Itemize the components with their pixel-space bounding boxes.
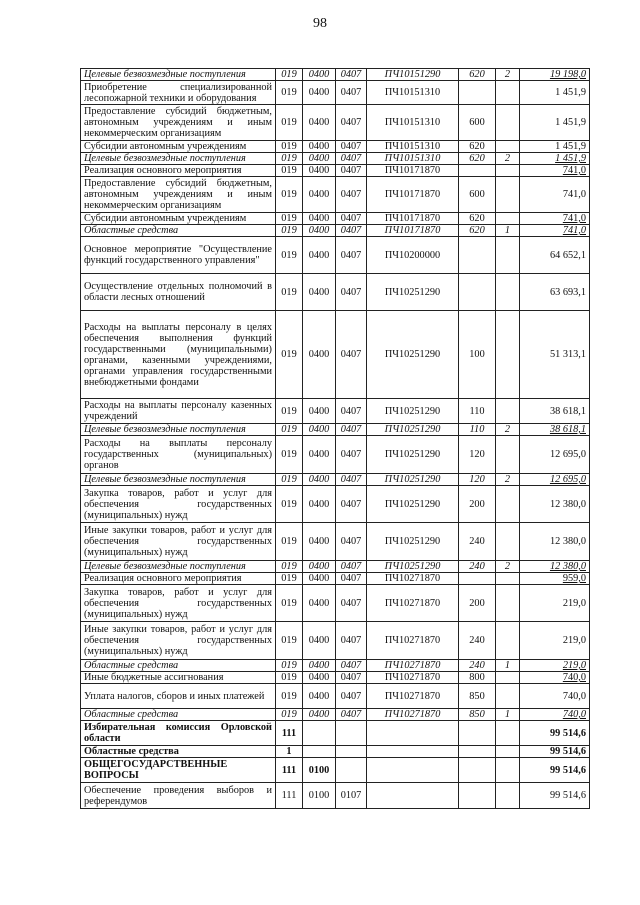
- expense-type-code: 620: [459, 153, 496, 165]
- amount: 12 695,0: [520, 474, 590, 486]
- subsection-code: 0407: [336, 561, 367, 573]
- funding-source-code: 2: [496, 424, 520, 436]
- target-article-code: ПЧ10271870: [367, 709, 459, 721]
- amount: 740,0: [520, 684, 590, 709]
- row-name: Избирательная комиссия Орловской области: [81, 721, 276, 746]
- funding-source-code: [496, 399, 520, 424]
- subsection-code: 0407: [336, 237, 367, 274]
- expense-type-code: 100: [459, 311, 496, 399]
- row-name: Предоставление субсидий бюджетным, автономным учреждениям и иным некоммерческим организациям: [81, 177, 276, 213]
- table-row: [81, 721, 590, 746]
- subsection-code: 0407: [336, 424, 367, 436]
- grbs-code: 019: [276, 225, 303, 237]
- section-code: [303, 746, 336, 758]
- section-code: 0400: [303, 105, 336, 141]
- grbs-code: 019: [276, 274, 303, 311]
- table-row: [81, 274, 590, 311]
- subsection-code: 0407: [336, 622, 367, 660]
- amount: 741,0: [520, 213, 590, 225]
- section-code: 0400: [303, 672, 336, 684]
- section-code: 0400: [303, 213, 336, 225]
- amount: 959,0: [520, 573, 590, 585]
- expense-type-code: [459, 81, 496, 105]
- amount: 12 380,0: [520, 561, 590, 573]
- funding-source-code: 2: [496, 153, 520, 165]
- target-article-code: ПЧ10251290: [367, 399, 459, 424]
- table-row: [81, 573, 590, 585]
- grbs-code: 019: [276, 177, 303, 213]
- row-name: Областные средства: [81, 709, 276, 721]
- subsection-code: 0407: [336, 177, 367, 213]
- funding-source-code: [496, 672, 520, 684]
- funding-source-code: [496, 622, 520, 660]
- section-code: 0400: [303, 622, 336, 660]
- table-row: [81, 660, 590, 672]
- funding-source-code: [496, 573, 520, 585]
- amount: 38 618,1: [520, 399, 590, 424]
- subsection-code: 0407: [336, 105, 367, 141]
- row-name: Приобретение специализированной лесопожарной техники и оборудования: [81, 81, 276, 105]
- target-article-code: ПЧ10151310: [367, 105, 459, 141]
- grbs-code: 019: [276, 237, 303, 274]
- funding-source-code: [496, 783, 520, 809]
- amount: 63 693,1: [520, 274, 590, 311]
- funding-source-code: [496, 213, 520, 225]
- expense-type-code: 620: [459, 141, 496, 153]
- grbs-code: 019: [276, 561, 303, 573]
- row-name: Целевые безвозмездные поступления: [81, 69, 276, 81]
- funding-source-code: [496, 758, 520, 783]
- table-row: [81, 746, 590, 758]
- row-name: Иные закупки товаров, работ и услуг для обеспечения государственных (муниципальных) нужд: [81, 523, 276, 561]
- table-row: [81, 213, 590, 225]
- target-article-code: ПЧ10151290: [367, 69, 459, 81]
- funding-source-code: [496, 141, 520, 153]
- expense-type-code: [459, 274, 496, 311]
- subsection-code: 0407: [336, 399, 367, 424]
- expense-type-code: 240: [459, 622, 496, 660]
- table-row: [81, 225, 590, 237]
- row-name: Предоставление субсидий бюджетным, автономным учреждениям и иным некоммерческим организациям: [81, 105, 276, 141]
- subsection-code: 0407: [336, 141, 367, 153]
- expense-type-code: [459, 746, 496, 758]
- row-name: Обеспечение проведения выборов и референдумов: [81, 783, 276, 809]
- funding-source-code: [496, 585, 520, 622]
- row-name: Областные средства: [81, 225, 276, 237]
- amount: 740,0: [520, 709, 590, 721]
- subsection-code: 0407: [336, 213, 367, 225]
- expense-type-code: 620: [459, 225, 496, 237]
- row-name: Закупка товаров, работ и услуг для обеспечения государственных (муниципальных) нужд: [81, 585, 276, 622]
- amount: 19 198,0: [520, 69, 590, 81]
- grbs-code: 1: [276, 746, 303, 758]
- expense-type-code: 850: [459, 684, 496, 709]
- amount: 12 695,0: [520, 436, 590, 474]
- row-name: Иные закупки товаров, работ и услуг для обеспечения государственных (муниципальных) нужд: [81, 622, 276, 660]
- row-name: Осуществление отдельных полномочий в области лесных отношений: [81, 274, 276, 311]
- grbs-code: 019: [276, 573, 303, 585]
- table-row: [81, 424, 590, 436]
- table-row: [81, 684, 590, 709]
- subsection-code: [336, 746, 367, 758]
- table-row: [81, 622, 590, 660]
- funding-source-code: [496, 237, 520, 274]
- amount: 51 313,1: [520, 311, 590, 399]
- expense-type-code: [459, 237, 496, 274]
- amount: 1 451,9: [520, 105, 590, 141]
- table-row: [81, 436, 590, 474]
- expense-type-code: [459, 758, 496, 783]
- row-name: Областные средства: [81, 746, 276, 758]
- section-code: 0400: [303, 81, 336, 105]
- row-name: Целевые безвозмездные поступления: [81, 424, 276, 436]
- funding-source-code: 1: [496, 225, 520, 237]
- subsection-code: 0407: [336, 81, 367, 105]
- section-code: 0400: [303, 399, 336, 424]
- row-name: Целевые безвозмездные поступления: [81, 474, 276, 486]
- grbs-code: 019: [276, 436, 303, 474]
- table-row: [81, 474, 590, 486]
- section-code: 0400: [303, 585, 336, 622]
- expense-type-code: 200: [459, 585, 496, 622]
- target-article-code: ПЧ10251290: [367, 561, 459, 573]
- section-code: 0400: [303, 523, 336, 561]
- section-code: 0400: [303, 684, 336, 709]
- section-code: 0400: [303, 165, 336, 177]
- target-article-code: [367, 783, 459, 809]
- grbs-code: 019: [276, 105, 303, 141]
- amount: 12 380,0: [520, 523, 590, 561]
- grbs-code: 019: [276, 311, 303, 399]
- target-article-code: ПЧ10171870: [367, 177, 459, 213]
- expense-type-code: 120: [459, 436, 496, 474]
- target-article-code: ПЧ10251290: [367, 436, 459, 474]
- grbs-code: 111: [276, 783, 303, 809]
- subsection-code: [336, 758, 367, 783]
- subsection-code: 0407: [336, 709, 367, 721]
- row-name: Расходы на выплаты персоналу в целях обеспечения выполнения функций государственными (муниципальными) органами, казенными учреждениями, органами управления государственными внебюджетными фондами: [81, 311, 276, 399]
- grbs-code: 019: [276, 684, 303, 709]
- row-name: Расходы на выплаты персоналу казенных учреждений: [81, 399, 276, 424]
- section-code: 0400: [303, 69, 336, 81]
- grbs-code: 111: [276, 758, 303, 783]
- subsection-code: 0407: [336, 436, 367, 474]
- expense-type-code: 240: [459, 561, 496, 573]
- funding-source-code: [496, 177, 520, 213]
- subsection-code: 0407: [336, 311, 367, 399]
- subsection-code: 0407: [336, 672, 367, 684]
- section-code: 0400: [303, 474, 336, 486]
- expense-type-code: 200: [459, 486, 496, 523]
- section-code: 0400: [303, 237, 336, 274]
- row-name: Закупка товаров, работ и услуг для обеспечения государственных (муниципальных) нужд: [81, 486, 276, 523]
- subsection-code: 0407: [336, 474, 367, 486]
- target-article-code: ПЧ10171870: [367, 213, 459, 225]
- funding-source-code: [496, 721, 520, 746]
- table-row: [81, 585, 590, 622]
- amount: 219,0: [520, 660, 590, 672]
- table-row: [81, 69, 590, 81]
- amount: 741,0: [520, 177, 590, 213]
- expense-type-code: 110: [459, 399, 496, 424]
- table-row: [81, 311, 590, 399]
- row-name: Целевые безвозмездные поступления: [81, 153, 276, 165]
- grbs-code: 111: [276, 721, 303, 746]
- row-name: Субсидии автономным учреждениям: [81, 213, 276, 225]
- row-name: Областные средства: [81, 660, 276, 672]
- funding-source-code: [496, 274, 520, 311]
- target-article-code: ПЧ10251290: [367, 424, 459, 436]
- target-article-code: ПЧ10251290: [367, 474, 459, 486]
- target-article-code: ПЧ10271870: [367, 585, 459, 622]
- target-article-code: ПЧ10271870: [367, 660, 459, 672]
- grbs-code: 019: [276, 165, 303, 177]
- subsection-code: 0407: [336, 153, 367, 165]
- amount: 741,0: [520, 225, 590, 237]
- table-row: [81, 81, 590, 105]
- funding-source-code: [496, 486, 520, 523]
- funding-source-code: [496, 105, 520, 141]
- section-code: 0400: [303, 660, 336, 672]
- target-article-code: [367, 758, 459, 783]
- expense-type-code: 240: [459, 660, 496, 672]
- expense-type-code: 600: [459, 177, 496, 213]
- subsection-code: 0407: [336, 585, 367, 622]
- funding-source-code: 2: [496, 474, 520, 486]
- target-article-code: ПЧ10271870: [367, 573, 459, 585]
- table-row: [81, 709, 590, 721]
- funding-source-code: [496, 746, 520, 758]
- funding-source-code: [496, 436, 520, 474]
- table-row: [81, 153, 590, 165]
- target-article-code: ПЧ10151310: [367, 141, 459, 153]
- amount: 1 451,9: [520, 153, 590, 165]
- expense-type-code: [459, 165, 496, 177]
- section-code: 0400: [303, 561, 336, 573]
- table-row: [81, 672, 590, 684]
- section-code: 0400: [303, 709, 336, 721]
- table-row: [81, 523, 590, 561]
- target-article-code: ПЧ10200000: [367, 237, 459, 274]
- grbs-code: 019: [276, 153, 303, 165]
- funding-source-code: [496, 81, 520, 105]
- section-code: 0400: [303, 225, 336, 237]
- table-row: [81, 561, 590, 573]
- table-row: [81, 783, 590, 809]
- funding-source-code: [496, 165, 520, 177]
- amount: 99 514,6: [520, 721, 590, 746]
- expense-type-code: 120: [459, 474, 496, 486]
- subsection-code: 0407: [336, 486, 367, 523]
- grbs-code: 019: [276, 69, 303, 81]
- section-code: 0400: [303, 274, 336, 311]
- expense-type-code: 600: [459, 105, 496, 141]
- target-article-code: ПЧ10251290: [367, 274, 459, 311]
- subsection-code: [336, 721, 367, 746]
- subsection-code: 0407: [336, 660, 367, 672]
- row-name: Реализация основного мероприятия: [81, 165, 276, 177]
- table-row: [81, 399, 590, 424]
- funding-source-code: [496, 684, 520, 709]
- grbs-code: 019: [276, 399, 303, 424]
- amount: 99 514,6: [520, 783, 590, 809]
- section-code: 0400: [303, 311, 336, 399]
- funding-source-code: [496, 523, 520, 561]
- expense-type-code: 110: [459, 424, 496, 436]
- expense-type-code: 620: [459, 213, 496, 225]
- section-code: 0400: [303, 141, 336, 153]
- table-row: [81, 141, 590, 153]
- section-code: 0400: [303, 573, 336, 585]
- row-name: Целевые безвозмездные поступления: [81, 561, 276, 573]
- amount: 12 380,0: [520, 486, 590, 523]
- grbs-code: 019: [276, 672, 303, 684]
- amount: 219,0: [520, 622, 590, 660]
- target-article-code: [367, 721, 459, 746]
- target-article-code: ПЧ10271870: [367, 684, 459, 709]
- amount: 99 514,6: [520, 746, 590, 758]
- row-name: ОБЩЕГОСУДАРСТВЕННЫЕ ВОПРОСЫ: [81, 758, 276, 783]
- grbs-code: 019: [276, 81, 303, 105]
- grbs-code: 019: [276, 585, 303, 622]
- grbs-code: 019: [276, 660, 303, 672]
- expense-type-code: 800: [459, 672, 496, 684]
- amount: 740,0: [520, 672, 590, 684]
- grbs-code: 019: [276, 486, 303, 523]
- subsection-code: 0407: [336, 69, 367, 81]
- funding-source-code: 2: [496, 561, 520, 573]
- grbs-code: 019: [276, 709, 303, 721]
- row-name: Иные бюджетные ассигнования: [81, 672, 276, 684]
- target-article-code: ПЧ10251290: [367, 311, 459, 399]
- row-name: Уплата налогов, сборов и иных платежей: [81, 684, 276, 709]
- table-row: [81, 165, 590, 177]
- expense-type-code: 620: [459, 69, 496, 81]
- section-code: 0400: [303, 153, 336, 165]
- grbs-code: 019: [276, 213, 303, 225]
- subsection-code: 0407: [336, 165, 367, 177]
- expense-type-code: [459, 573, 496, 585]
- funding-source-code: 1: [496, 709, 520, 721]
- subsection-code: 0407: [336, 523, 367, 561]
- grbs-code: 019: [276, 141, 303, 153]
- expense-type-code: 850: [459, 709, 496, 721]
- target-article-code: ПЧ10171870: [367, 225, 459, 237]
- section-code: [303, 721, 336, 746]
- row-name: Реализация основного мероприятия: [81, 573, 276, 585]
- subsection-code: 0407: [336, 274, 367, 311]
- section-code: 0400: [303, 436, 336, 474]
- amount: 741,0: [520, 165, 590, 177]
- subsection-code: 0407: [336, 684, 367, 709]
- table-row: [81, 105, 590, 141]
- table-row: [81, 177, 590, 213]
- grbs-code: 019: [276, 474, 303, 486]
- funding-source-code: 2: [496, 69, 520, 81]
- row-name: Основное мероприятие "Осуществление функций государственного управления": [81, 237, 276, 274]
- expense-type-code: [459, 783, 496, 809]
- grbs-code: 019: [276, 523, 303, 561]
- target-article-code: ПЧ10251290: [367, 486, 459, 523]
- amount: 1 451,9: [520, 141, 590, 153]
- page-number: 98: [313, 16, 327, 31]
- subsection-code: 0107: [336, 783, 367, 809]
- target-article-code: ПЧ10251290: [367, 523, 459, 561]
- target-article-code: [367, 746, 459, 758]
- table-row: [81, 486, 590, 523]
- section-code: 0400: [303, 424, 336, 436]
- subsection-code: 0407: [336, 573, 367, 585]
- table-row: [81, 758, 590, 783]
- target-article-code: ПЧ10171870: [367, 165, 459, 177]
- amount: 99 514,6: [520, 758, 590, 783]
- table-row: [81, 237, 590, 274]
- amount: 1 451,9: [520, 81, 590, 105]
- target-article-code: ПЧ10151310: [367, 153, 459, 165]
- target-article-code: ПЧ10271870: [367, 672, 459, 684]
- amount: 219,0: [520, 585, 590, 622]
- grbs-code: 019: [276, 622, 303, 660]
- target-article-code: ПЧ10271870: [367, 622, 459, 660]
- funding-source-code: 1: [496, 660, 520, 672]
- expense-type-code: [459, 721, 496, 746]
- subsection-code: 0407: [336, 225, 367, 237]
- budget-table: [80, 68, 590, 809]
- amount: 64 652,1: [520, 237, 590, 274]
- section-code: 0100: [303, 758, 336, 783]
- grbs-code: 019: [276, 424, 303, 436]
- expense-type-code: 240: [459, 523, 496, 561]
- row-name: Расходы на выплаты персоналу государственных (муниципальных) органов: [81, 436, 276, 474]
- funding-source-code: [496, 311, 520, 399]
- target-article-code: ПЧ10151310: [367, 81, 459, 105]
- section-code: 0400: [303, 177, 336, 213]
- section-code: 0100: [303, 783, 336, 809]
- amount: 38 618,1: [520, 424, 590, 436]
- row-name: Субсидии автономным учреждениям: [81, 141, 276, 153]
- section-code: 0400: [303, 486, 336, 523]
